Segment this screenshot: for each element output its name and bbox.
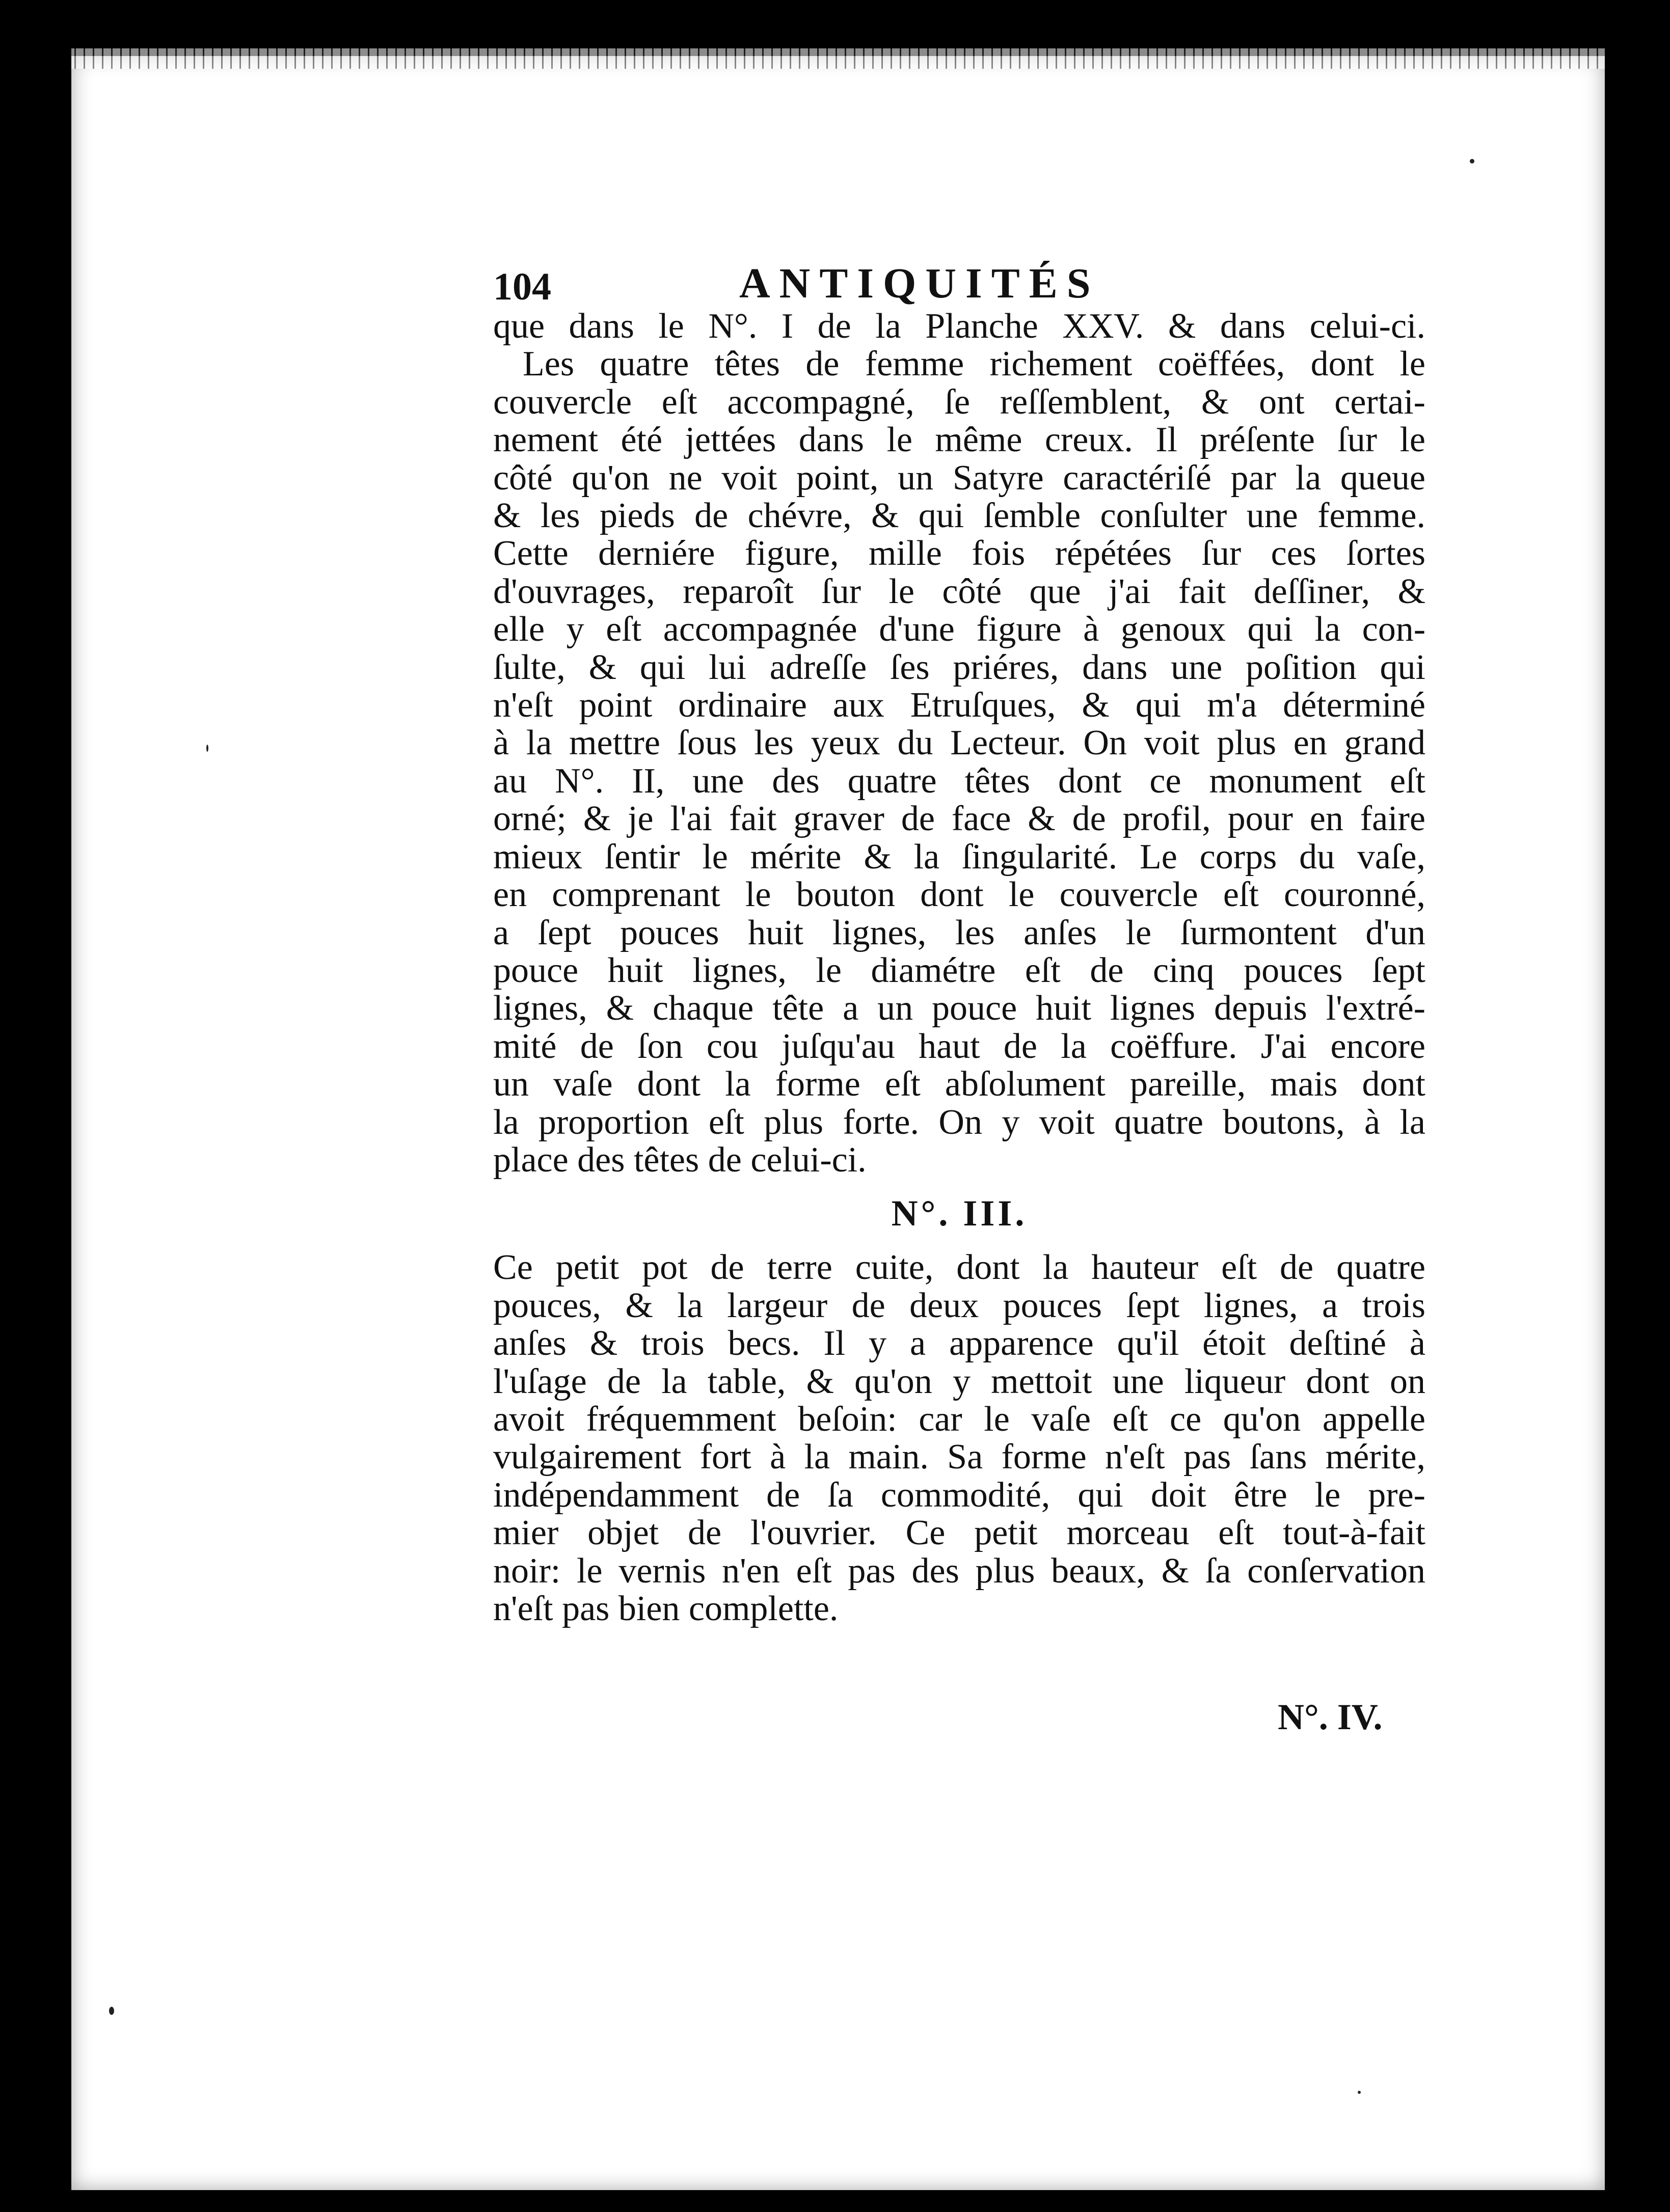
text-line: avoit fréquemment beſoin: car le vaſe eſt ce qu'on appelle bbox=[493, 1399, 1425, 1439]
text-line: noir: le vernis n'en eſt pas des plus beaux, & ſa conſervation bbox=[493, 1551, 1425, 1591]
text-line: n'eſt point ordinaire aux Etruſques, & qui m'a déterminé bbox=[493, 686, 1425, 725]
text-line: elle y eſt accompagnée d'une figure à genoux qui la con- bbox=[493, 610, 1425, 649]
text-line: que dans le N°. I de la Planche XXV. & dans celui-ci. bbox=[493, 307, 1425, 346]
ink-speck bbox=[109, 2007, 114, 2015]
paragraph-part1 bbox=[493, 308, 1425, 1179]
text-line: mier objet de l'ouvrier. Ce petit morceau eſt tout-à-fait bbox=[493, 1513, 1425, 1553]
text-line: d'ouvrages, reparoît ſur le côté que j'ai fait deſſiner, & bbox=[493, 571, 1425, 611]
page-edge bbox=[71, 48, 1605, 69]
text-line: l'uſage de la table, & qu'on y mettoit une liqueur dont on bbox=[493, 1361, 1425, 1401]
text-line: & les pieds de chévre, & qui ſemble conſulter une femme. bbox=[493, 496, 1425, 536]
text-line: pouce huit lignes, le diamétre eſt de cinq pouces ſept bbox=[493, 950, 1425, 990]
text-line: a ſept pouces huit lignes, les anſes le ſurmontent d'un bbox=[493, 913, 1425, 952]
text-line: en comprenant le bouton dont le couvercle eſt couronné, bbox=[493, 875, 1425, 915]
text-line: Les quatre têtes de femme richement coëffées, dont le bbox=[523, 344, 1425, 384]
page-number: 104 bbox=[493, 265, 551, 308]
text-line: mité de ſon cou juſqu'au haut de la coëffure. J'ai encore bbox=[493, 1026, 1425, 1066]
text-line: lignes, & chaque tête a un pouce huit lignes depuis l'extré- bbox=[493, 989, 1425, 1028]
text-line: nement été jettées dans le même creux. Il préſente ſur le bbox=[493, 420, 1425, 460]
text-block bbox=[493, 259, 1425, 1628]
text-line: anſes & trois becs. Il y a apparence qu'il étoit deſtiné à bbox=[493, 1324, 1425, 1363]
text-line: orné; & je l'ai fait graver de face & de profil, pour en faire bbox=[493, 799, 1425, 839]
paragraph-part2 bbox=[493, 1249, 1425, 1628]
text-line: côté qu'on ne voit point, un Satyre caractériſé par la queue bbox=[493, 458, 1425, 498]
text-line: Ce petit pot de terre cuite, dont la hauteur eſt de quatre bbox=[493, 1248, 1425, 1288]
text-line: au N°. II, une des quatre têtes dont ce monument eſt bbox=[493, 761, 1425, 801]
text-line: pouces, & la largeur de deux pouces ſept lignes, a trois bbox=[493, 1286, 1425, 1325]
text-line: n'eſt pas bien complette. bbox=[493, 1589, 839, 1628]
ink-speck bbox=[1358, 2091, 1361, 2094]
running-head bbox=[493, 259, 1186, 308]
text-line: ſulte, & qui lui adreſſe ſes priéres, dans une poſition qui bbox=[493, 647, 1425, 687]
catchword: N°. IV. bbox=[1278, 1697, 1383, 1737]
text-line: indépendamment de ſa commodité, qui doit être le pre- bbox=[493, 1475, 1425, 1515]
text-line: couvercle eſt accompagné, ſe reſſemblent, & ont certai- bbox=[493, 382, 1425, 422]
running-title: ANTIQUITÉS bbox=[739, 260, 1100, 307]
text-line: un vaſe dont la forme eſt abſolument pareille, mais dont bbox=[493, 1064, 1425, 1104]
text-line: mieux ſentir le mérite & la ſingularité. Le corps du vaſe, bbox=[493, 837, 1425, 877]
text-line: vulgairement fort à la main. Sa forme n'eſt pas ſans mérite, bbox=[493, 1437, 1425, 1477]
section-heading: N°. III. bbox=[891, 1193, 1028, 1234]
text-line: Cette derniére figure, mille fois répétées ſur ces ſortes bbox=[493, 534, 1425, 574]
ink-speck bbox=[206, 745, 208, 752]
text-line: place des têtes de celui-ci. bbox=[493, 1140, 867, 1180]
ink-speck bbox=[1470, 159, 1474, 163]
text-line: à la mettre ſous les yeux du Lecteur. On voit plus en grand bbox=[493, 723, 1425, 763]
text-line: la proportion eſt plus forte. On y voit quatre boutons, à la bbox=[493, 1102, 1425, 1142]
